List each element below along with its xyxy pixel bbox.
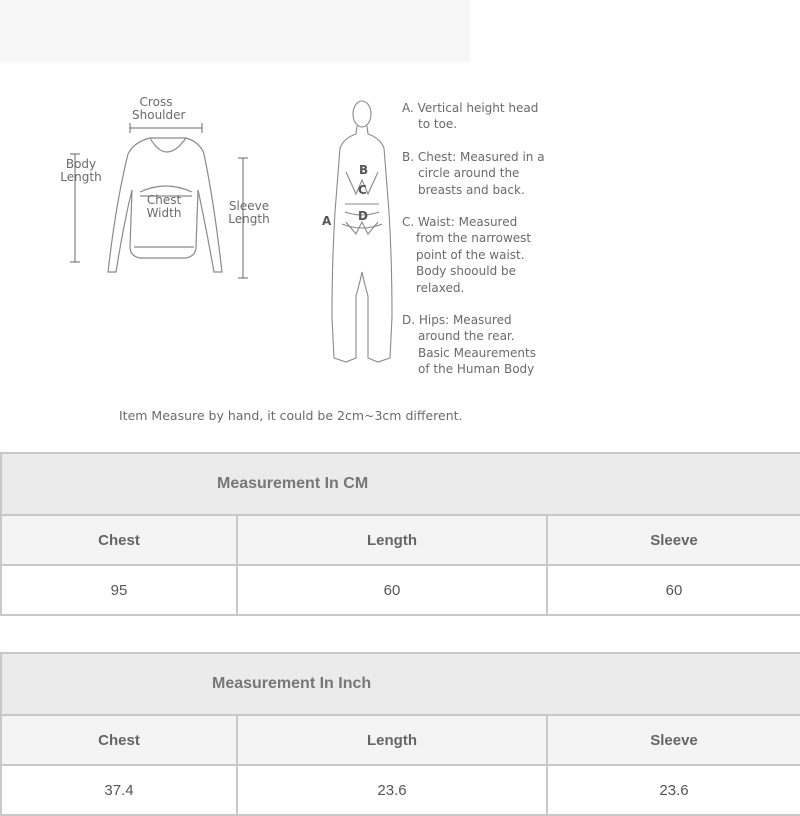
letter-a: A <box>322 214 332 228</box>
cross-shoulder-label <box>132 95 186 122</box>
header-chest: Chest <box>1 515 237 565</box>
body-length-line-1: Body <box>65 157 97 171</box>
sleeve-length-line-1: Sleeve <box>228 199 270 213</box>
note-c-line-3: point of the waist. <box>416 247 525 262</box>
letter-d: D <box>358 209 368 223</box>
measure-disclaimer: Item Measure by hand, it could be 2cm~3cm different. <box>119 408 463 423</box>
note-d-line-2: around the rear. <box>418 329 515 344</box>
size-diagram <box>0 62 800 454</box>
body-length-label <box>58 158 104 184</box>
header-sleeve: Sleeve <box>547 515 800 565</box>
value-length: 23.6 <box>237 765 547 815</box>
letter-b: B <box>359 163 369 177</box>
note-c-line-5: relaxed. <box>416 280 465 295</box>
note-b-line-3: breasts and back. <box>418 182 525 197</box>
letter-c: C <box>358 183 367 197</box>
measurement-table-cm <box>0 452 800 616</box>
note-c-line-2: from the narrowest <box>416 231 532 246</box>
chest-width-label <box>142 194 186 220</box>
cross-shoulder-line-2: Shoulder <box>132 108 186 122</box>
chest-width-line-1: Chest <box>146 193 182 207</box>
header-chest: Chest <box>1 715 237 765</box>
note-d-line-1: D. Hips: Measured <box>402 313 512 327</box>
table-row <box>1 765 800 815</box>
table-title-cm: Measurement In CM <box>1 453 800 515</box>
note-d <box>402 312 536 378</box>
note-c-line-4: Body shoould be <box>416 264 517 279</box>
table-header-row <box>1 515 800 565</box>
note-a-line-2: to toe. <box>418 117 458 132</box>
diagram-drawing <box>0 62 800 454</box>
table-title-inch: Measurement In Inch <box>1 653 800 715</box>
note-c-line-1: C. Waist: Measured <box>402 215 518 229</box>
value-chest: 95 <box>1 565 237 615</box>
note-a-line-1: A. Vertical height head <box>402 101 539 115</box>
cross-shoulder-line-1: Cross <box>139 95 173 109</box>
measurement-table-inch <box>0 652 800 816</box>
note-b-line-2: circle around the <box>418 166 520 181</box>
value-sleeve: 23.6 <box>547 765 800 815</box>
header-sleeve: Sleeve <box>547 715 800 765</box>
table-header-row <box>1 715 800 765</box>
sleeve-length-line-2: Length <box>228 212 270 226</box>
note-c <box>402 214 531 296</box>
note-b-line-1: B. Chest: Measured in a <box>402 150 545 164</box>
table-row <box>1 565 800 615</box>
note-d-line-4: of the Human Body <box>418 362 535 377</box>
header-length: Length <box>237 515 547 565</box>
value-chest: 37.4 <box>1 765 237 815</box>
note-a <box>402 100 538 133</box>
header-length: Length <box>237 715 547 765</box>
chest-width-line-2: Width <box>146 206 182 220</box>
sleeve-length-label <box>226 200 272 226</box>
note-d-line-3: Basic Meaurements <box>418 345 536 360</box>
note-b <box>402 149 545 198</box>
value-length: 60 <box>237 565 547 615</box>
human-figure <box>332 101 392 362</box>
body-length-line-2: Length <box>60 170 102 184</box>
value-sleeve: 60 <box>547 565 800 615</box>
top-band <box>0 0 470 62</box>
